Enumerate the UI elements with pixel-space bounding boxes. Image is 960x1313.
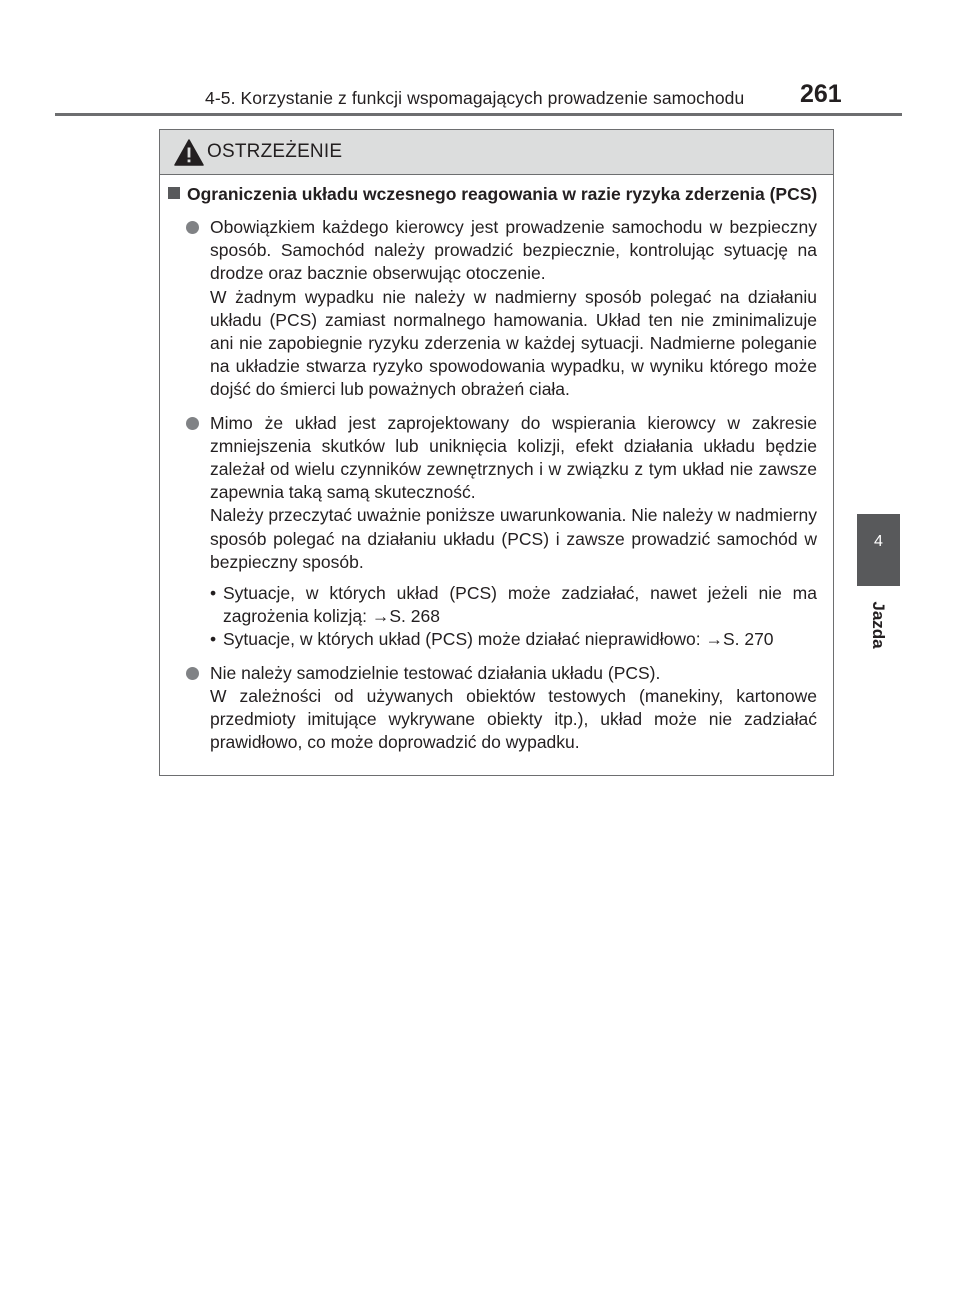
- list-item: [160, 412, 833, 652]
- warning-header: [160, 130, 833, 175]
- header-divider: [55, 113, 902, 116]
- list-item: [160, 216, 833, 402]
- sub-item-text: Sytuacje, w których układ (PCS) może zadziałać, nawet jeżeli nie ma zagrożenia kolizją:: [223, 583, 817, 627]
- arrow-right-icon: →: [705, 629, 723, 650]
- page-reference-link[interactable]: S. 268: [389, 606, 440, 627]
- chapter-label: [860, 595, 896, 655]
- chapter-label-text: Jazda: [869, 601, 888, 649]
- chapter-tab[interactable]: [857, 514, 900, 586]
- warning-title: OSTRZEŻENIE: [207, 141, 343, 162]
- section-heading-text: Ograniczenia układu wczesnego reagowania w razie ryzyka zderzenia (PCS): [187, 184, 818, 204]
- paragraph: Nie należy samodzielnie testować działania układu (PCS).: [210, 662, 661, 683]
- warning-content: [160, 182, 833, 754]
- list-item: [160, 662, 833, 755]
- bullet-dot-icon: [186, 417, 199, 430]
- paragraph: Mimo że układ jest zaprojektowany do wspierania kierowcy w zakresie zmniejszenia skutków lub uniknięcia kolizji, efekt działania układu będzie zależał od wielu czynników zewnętrznych i w związku z tym układ nie zawsze zapewnia taką samą skuteczność.: [210, 412, 817, 503]
- sub-list-item: [210, 582, 817, 628]
- sub-item-text: Sytuacje, w których układ (PCS) może działać nieprawidłowo:: [223, 629, 701, 650]
- bullet-dot-icon: [186, 667, 199, 680]
- section-heading: [160, 182, 833, 206]
- warning-box: [159, 129, 834, 776]
- sub-bullet: •: [210, 629, 217, 650]
- bullet-dot-icon: [186, 221, 199, 234]
- page-reference-link[interactable]: S. 270: [722, 629, 774, 650]
- warning-triangle-icon: [174, 139, 204, 166]
- paragraph: W żadnym wypadku nie należy w nadmierny sposób polegać na działaniu układu (PCS) zamiast normalnego hamowania. Układ ten nie zminimalizuje ani nie zapobiegnie ryzyku zderzenia w każdej sytuacji. Nadmierne poleganie na układzie stwarza ryzyko spowodowania wypadku, w wyniku którego może dojść do śmierci lub poważnych obrażeń ciała.: [210, 286, 817, 400]
- arrow-right-icon: →: [371, 606, 390, 627]
- square-bullet-icon: [168, 187, 180, 199]
- paragraph: W zależności od używanych obiektów testowych (manekiny, kartonowe przedmioty imitujące wykrywane obiekty itp.), układ może nie zadziałać prawidłowo, co może doprowadzić do wypadku.: [210, 685, 817, 753]
- paragraph: Obowiązkiem każdego kierowcy jest prowadzenie samochodu w bezpieczny sposób. Samochód należy prowadzić bezpiecznie, kontrolując sytuację na drodze oraz bacznie obserwując otoczenie.: [210, 217, 817, 284]
- sub-list-item: [210, 628, 817, 651]
- page-number: 261: [800, 80, 842, 108]
- paragraph: Należy przeczytać uważnie poniższe uwarunkowania. Nie należy w nadmierny sposób polegać na działaniu układu (PCS) i zawsze prowadzić samochód w bezpieczny sposób.: [210, 505, 817, 572]
- sub-bullet: •: [210, 583, 217, 604]
- running-header: 4-5. Korzystanie z funkcji wspomagających prowadzenie samochodu: [205, 88, 745, 108]
- chapter-number: 4: [874, 533, 883, 550]
